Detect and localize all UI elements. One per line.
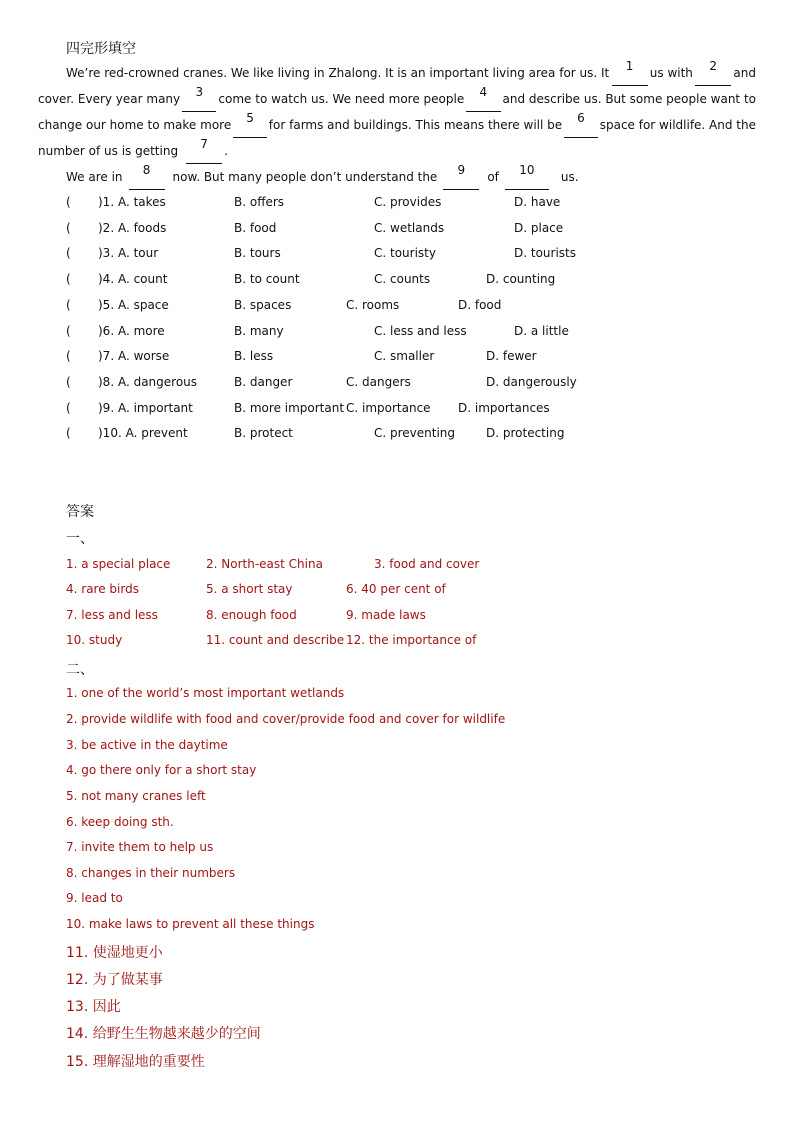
- question-7-paren[interactable]: (: [66, 349, 71, 363]
- blank-3[interactable]: 3: [182, 86, 216, 112]
- question-10-paren[interactable]: (: [66, 426, 71, 440]
- answer-item: 3. food and cover: [374, 557, 480, 571]
- question-2-option-c[interactable]: C. wetlands: [374, 221, 445, 235]
- question-9-option-c[interactable]: C. importance: [346, 401, 431, 415]
- answer-line-cn: 14. 给野生生物越来越少的空间: [66, 1026, 261, 1042]
- answer-line: 9. lead to: [66, 891, 123, 905]
- blank-4[interactable]: 4: [466, 86, 500, 112]
- question-3-paren[interactable]: (: [66, 246, 71, 260]
- question-2-option-d[interactable]: D. place: [514, 221, 564, 235]
- passage-line-2: cover. Every year many 3 come to watch us. We need more people 4 and describe us. But some people want to: [38, 86, 756, 112]
- question-5-option-c[interactable]: C. rooms: [346, 298, 400, 312]
- answers-part1-title: 一、: [66, 531, 94, 547]
- question-8-paren[interactable]: (: [66, 375, 71, 389]
- question-10-option-c[interactable]: C. preventing: [374, 426, 456, 440]
- answer-item: 1. a special place: [66, 557, 171, 571]
- answer-item: 11. count and describe: [206, 633, 345, 647]
- answer-item: 12. the importance of: [346, 633, 477, 647]
- passage-line-5: We are in 8 now. But many people don’t understand the 9 of 10 us.: [38, 164, 756, 190]
- answers-part2-title: 二、: [66, 662, 94, 678]
- answer-line-cn: 11. 使湿地更小: [66, 945, 163, 961]
- question-7-option-c[interactable]: C. smaller: [374, 349, 435, 363]
- answer-line: 3. be active in the daytime: [66, 738, 228, 752]
- blank-7[interactable]: 7: [186, 138, 222, 164]
- blank-6[interactable]: 6: [564, 112, 598, 138]
- question-3-option-b[interactable]: B. tours: [234, 246, 281, 260]
- answer-line: 2. provide wildlife with food and cover/provide food and cover for wildlife: [66, 712, 506, 726]
- question-6-option-c[interactable]: C. less and less: [374, 324, 467, 338]
- question-6-option-d[interactable]: D. a little: [514, 324, 569, 338]
- passage-line-1: We’re red-crowned cranes. We like living in Zhalong. It is an important living area for us. It 1 us with 2 and: [38, 60, 756, 86]
- answer-line-cn: 13. 因此: [66, 999, 121, 1015]
- question-6-paren[interactable]: (: [66, 324, 71, 338]
- question-8-option-c[interactable]: C. dangers: [346, 375, 411, 389]
- question-5-option-b[interactable]: B. spaces: [234, 298, 292, 312]
- blank-2[interactable]: 2: [695, 60, 731, 86]
- answer-line: 7. invite them to help us: [66, 840, 214, 854]
- question-8-option-b[interactable]: B. danger: [234, 375, 293, 389]
- answer-item: 10. study: [66, 633, 123, 647]
- question-5-paren[interactable]: (: [66, 298, 71, 312]
- question-7-option-b[interactable]: B. less: [234, 349, 274, 363]
- question-7-option-a[interactable]: )7. A. worse: [98, 349, 170, 363]
- answer-line: 1. one of the world’s most important wetlands: [66, 686, 345, 700]
- question-9-paren[interactable]: (: [66, 401, 71, 415]
- cloze-passage: [38, 60, 756, 190]
- question-5-option-d[interactable]: D. food: [458, 298, 502, 312]
- question-10-option-a[interactable]: )10. A. prevent: [98, 426, 188, 440]
- answers-title: 答案: [66, 504, 94, 520]
- blank-8[interactable]: 8: [129, 164, 165, 190]
- question-9-option-b[interactable]: B. more important: [234, 401, 345, 415]
- question-10-option-b[interactable]: B. protect: [234, 426, 293, 440]
- question-7-option-d[interactable]: D. fewer: [486, 349, 537, 363]
- question-8-option-d[interactable]: D. dangerously: [486, 375, 577, 389]
- question-3-option-c[interactable]: C. touristy: [374, 246, 436, 260]
- answer-item: 9. made laws: [346, 608, 426, 622]
- question-10-option-d[interactable]: D. protecting: [486, 426, 565, 440]
- answer-item: 6. 40 per cent of: [346, 582, 446, 596]
- answer-line: 6. keep doing sth.: [66, 815, 174, 829]
- section-title: 四完形填空: [66, 41, 136, 57]
- blank-1[interactable]: 1: [612, 60, 648, 86]
- question-5-option-a[interactable]: )5. A. space: [98, 298, 169, 312]
- answer-item: 4. rare birds: [66, 582, 139, 596]
- question-1-paren[interactable]: (: [66, 195, 71, 209]
- question-9-option-a[interactable]: )9. A. important: [98, 401, 193, 415]
- question-1-option-d[interactable]: D. have: [514, 195, 561, 209]
- question-9-option-d[interactable]: D. importances: [458, 401, 550, 415]
- blank-10[interactable]: 10: [505, 164, 549, 190]
- question-2-option-a[interactable]: )2. A. foods: [98, 221, 167, 235]
- question-6-option-a[interactable]: )6. A. more: [98, 324, 165, 338]
- question-4-option-b[interactable]: B. to count: [234, 272, 300, 286]
- question-4-option-c[interactable]: C. counts: [374, 272, 431, 286]
- blank-5[interactable]: 5: [233, 112, 267, 138]
- passage-line-3: change our home to make more 5 for farms and buildings. This means there will be 6 space for wildlife. And the: [38, 112, 756, 138]
- question-3-option-d[interactable]: D. tourists: [514, 246, 576, 260]
- answer-line: 10. make laws to prevent all these things: [66, 917, 315, 931]
- question-1-option-c[interactable]: C. provides: [374, 195, 442, 209]
- answer-item: 5. a short stay: [206, 582, 293, 596]
- answer-line-cn: 15. 理解湿地的重要性: [66, 1054, 205, 1070]
- question-6-option-b[interactable]: B. many: [234, 324, 284, 338]
- question-3-option-a[interactable]: )3. A. tour: [98, 246, 159, 260]
- question-8-option-a[interactable]: )8. A. dangerous: [98, 375, 198, 389]
- answer-line: 4. go there only for a short stay: [66, 763, 257, 777]
- answer-item: 2. North-east China: [206, 557, 323, 571]
- answer-line-cn: 12. 为了做某事: [66, 972, 163, 988]
- answer-line: 5. not many cranes left: [66, 789, 206, 803]
- blank-9[interactable]: 9: [443, 164, 479, 190]
- question-2-option-b[interactable]: B. food: [234, 221, 277, 235]
- answer-item: 8. enough food: [206, 608, 297, 622]
- answer-line: 8. changes in their numbers: [66, 866, 236, 880]
- question-1-option-b[interactable]: B. offers: [234, 195, 285, 209]
- question-4-paren[interactable]: (: [66, 272, 71, 286]
- question-2-paren[interactable]: (: [66, 221, 71, 235]
- question-1-option-a[interactable]: )1. A. takes: [98, 195, 166, 209]
- question-4-option-a[interactable]: )4. A. count: [98, 272, 168, 286]
- passage-line-4: number of us is getting 7 .: [38, 138, 756, 164]
- question-4-option-d[interactable]: D. counting: [486, 272, 556, 286]
- answer-item: 7. less and less: [66, 608, 158, 622]
